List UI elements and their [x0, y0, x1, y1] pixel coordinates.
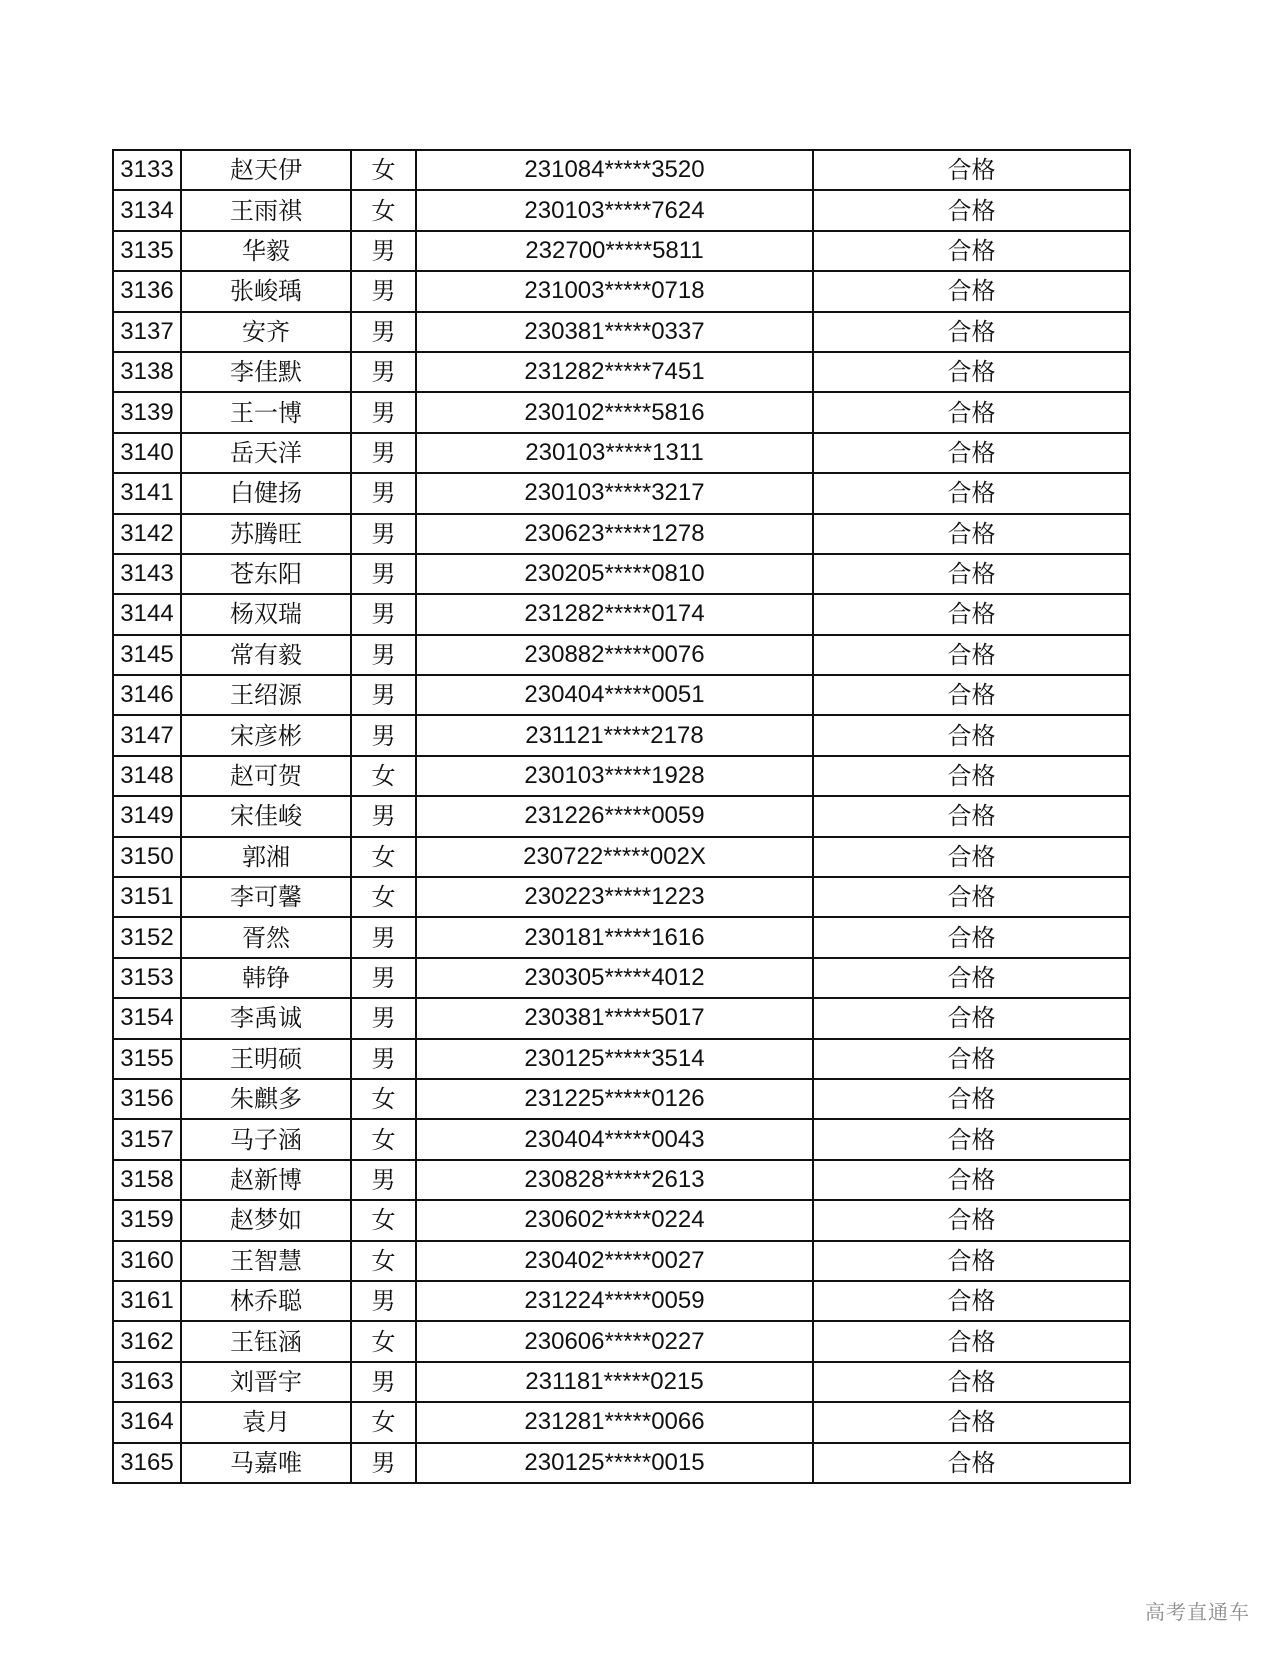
- table-row: [113, 1241, 1130, 1281]
- result-cell: 合格: [813, 1241, 1130, 1281]
- table-row: [113, 917, 1130, 957]
- gender-cell: 男: [351, 271, 416, 311]
- table-row: [113, 433, 1130, 473]
- gender-cell: 男: [351, 1443, 416, 1483]
- name-cell: 苏腾旺: [181, 514, 351, 554]
- row-number-cell: 3160: [113, 1241, 181, 1281]
- table-row: [113, 1119, 1130, 1159]
- name-cell: 赵梦如: [181, 1200, 351, 1240]
- table-row: [113, 271, 1130, 311]
- gender-cell: 女: [351, 1241, 416, 1281]
- gender-cell: 男: [351, 312, 416, 352]
- result-cell: 合格: [813, 635, 1130, 675]
- row-number-cell: 3139: [113, 392, 181, 432]
- id-number-cell: 230125*****0015: [416, 1443, 813, 1483]
- gender-cell: 女: [351, 1200, 416, 1240]
- gender-cell: 男: [351, 715, 416, 755]
- table-row: [113, 1402, 1130, 1442]
- name-cell: 岳天洋: [181, 433, 351, 473]
- result-cell: 合格: [813, 231, 1130, 271]
- result-cell: 合格: [813, 1281, 1130, 1321]
- id-number-cell: 232700*****5811: [416, 231, 813, 271]
- id-number-cell: 231226*****0059: [416, 796, 813, 836]
- row-number-cell: 3151: [113, 877, 181, 917]
- id-number-cell: 230103*****3217: [416, 473, 813, 513]
- result-cell: 合格: [813, 1039, 1130, 1079]
- row-number-cell: 3149: [113, 796, 181, 836]
- table-row: [113, 1200, 1130, 1240]
- table-row: [113, 473, 1130, 513]
- result-cell: 合格: [813, 1160, 1130, 1200]
- table-row: [113, 998, 1130, 1038]
- name-cell: 宋佳峻: [181, 796, 351, 836]
- gender-cell: 男: [351, 1281, 416, 1321]
- id-number-cell: 230103*****1311: [416, 433, 813, 473]
- result-cell: 合格: [813, 312, 1130, 352]
- name-cell: 胥然: [181, 917, 351, 957]
- table-row: [113, 1281, 1130, 1321]
- result-cell: 合格: [813, 594, 1130, 634]
- gender-cell: 男: [351, 473, 416, 513]
- gender-cell: 女: [351, 837, 416, 877]
- name-cell: 张峻瑀: [181, 271, 351, 311]
- row-number-cell: 3161: [113, 1281, 181, 1321]
- result-cell: 合格: [813, 756, 1130, 796]
- gender-cell: 女: [351, 1079, 416, 1119]
- id-number-cell: 230223*****1223: [416, 877, 813, 917]
- result-cell: 合格: [813, 1362, 1130, 1402]
- table-row: [113, 756, 1130, 796]
- row-number-cell: 3154: [113, 998, 181, 1038]
- id-number-cell: 230103*****1928: [416, 756, 813, 796]
- gender-cell: 男: [351, 1362, 416, 1402]
- name-cell: 马子涵: [181, 1119, 351, 1159]
- gender-cell: 男: [351, 594, 416, 634]
- result-cell: 合格: [813, 473, 1130, 513]
- id-number-cell: 230404*****0043: [416, 1119, 813, 1159]
- gender-cell: 男: [351, 958, 416, 998]
- name-cell: 李佳默: [181, 352, 351, 392]
- name-cell: 赵新博: [181, 1160, 351, 1200]
- id-number-cell: 231224*****0059: [416, 1281, 813, 1321]
- row-number-cell: 3138: [113, 352, 181, 392]
- id-number-cell: 230602*****0224: [416, 1200, 813, 1240]
- table-row: [113, 554, 1130, 594]
- id-number-cell: 230125*****3514: [416, 1039, 813, 1079]
- row-number-cell: 3155: [113, 1039, 181, 1079]
- row-number-cell: 3134: [113, 190, 181, 230]
- table-row: [113, 877, 1130, 917]
- row-number-cell: 3141: [113, 473, 181, 513]
- name-cell: 安齐: [181, 312, 351, 352]
- table-row: [113, 231, 1130, 271]
- result-cell: 合格: [813, 837, 1130, 877]
- result-cell: 合格: [813, 877, 1130, 917]
- table-row: [113, 1079, 1130, 1119]
- result-cell: 合格: [813, 1079, 1130, 1119]
- gender-cell: 女: [351, 756, 416, 796]
- row-number-cell: 3162: [113, 1321, 181, 1361]
- row-number-cell: 3145: [113, 635, 181, 675]
- id-number-cell: 230381*****0337: [416, 312, 813, 352]
- watermark-text: 高考直通车: [1145, 1600, 1250, 1624]
- id-number-cell: 230205*****0810: [416, 554, 813, 594]
- row-number-cell: 3153: [113, 958, 181, 998]
- row-number-cell: 3135: [113, 231, 181, 271]
- result-cell: 合格: [813, 514, 1130, 554]
- row-number-cell: 3137: [113, 312, 181, 352]
- results-table-body: [113, 150, 1130, 1483]
- row-number-cell: 3150: [113, 837, 181, 877]
- table-row: [113, 837, 1130, 877]
- id-number-cell: 231282*****7451: [416, 352, 813, 392]
- name-cell: 宋彦彬: [181, 715, 351, 755]
- table-row: [113, 1160, 1130, 1200]
- table-row: [113, 392, 1130, 432]
- result-cell: 合格: [813, 1402, 1130, 1442]
- row-number-cell: 3133: [113, 150, 181, 190]
- result-cell: 合格: [813, 271, 1130, 311]
- result-cell: 合格: [813, 352, 1130, 392]
- gender-cell: 男: [351, 554, 416, 594]
- gender-cell: 女: [351, 877, 416, 917]
- id-number-cell: 230623*****1278: [416, 514, 813, 554]
- row-number-cell: 3144: [113, 594, 181, 634]
- row-number-cell: 3157: [113, 1119, 181, 1159]
- name-cell: 王明硕: [181, 1039, 351, 1079]
- name-cell: 常有毅: [181, 635, 351, 675]
- result-cell: 合格: [813, 433, 1130, 473]
- name-cell: 王绍源: [181, 675, 351, 715]
- row-number-cell: 3159: [113, 1200, 181, 1240]
- id-number-cell: 230402*****0027: [416, 1241, 813, 1281]
- id-number-cell: 231281*****0066: [416, 1402, 813, 1442]
- table-row: [113, 1039, 1130, 1079]
- gender-cell: 女: [351, 150, 416, 190]
- id-number-cell: 231084*****3520: [416, 150, 813, 190]
- row-number-cell: 3163: [113, 1362, 181, 1402]
- result-cell: 合格: [813, 150, 1130, 190]
- gender-cell: 女: [351, 190, 416, 230]
- gender-cell: 女: [351, 1321, 416, 1361]
- id-number-cell: 231181*****0215: [416, 1362, 813, 1402]
- gender-cell: 女: [351, 1402, 416, 1442]
- name-cell: 华毅: [181, 231, 351, 271]
- row-number-cell: 3136: [113, 271, 181, 311]
- name-cell: 韩铮: [181, 958, 351, 998]
- table-row: [113, 150, 1130, 190]
- table-row: [113, 635, 1130, 675]
- name-cell: 王智慧: [181, 1241, 351, 1281]
- gender-cell: 男: [351, 998, 416, 1038]
- gender-cell: 男: [351, 635, 416, 675]
- id-number-cell: 230381*****5017: [416, 998, 813, 1038]
- id-number-cell: 230102*****5816: [416, 392, 813, 432]
- table-row: [113, 1443, 1130, 1483]
- result-cell: 合格: [813, 190, 1130, 230]
- row-number-cell: 3143: [113, 554, 181, 594]
- gender-cell: 男: [351, 917, 416, 957]
- id-number-cell: 230722*****002X: [416, 837, 813, 877]
- gender-cell: 男: [351, 433, 416, 473]
- result-cell: 合格: [813, 1321, 1130, 1361]
- row-number-cell: 3140: [113, 433, 181, 473]
- id-number-cell: 231003*****0718: [416, 271, 813, 311]
- row-number-cell: 3152: [113, 917, 181, 957]
- result-cell: 合格: [813, 796, 1130, 836]
- name-cell: 杨双瑞: [181, 594, 351, 634]
- name-cell: 王雨祺: [181, 190, 351, 230]
- row-number-cell: 3158: [113, 1160, 181, 1200]
- gender-cell: 女: [351, 1119, 416, 1159]
- gender-cell: 男: [351, 392, 416, 432]
- name-cell: 白健扬: [181, 473, 351, 513]
- row-number-cell: 3146: [113, 675, 181, 715]
- name-cell: 刘晋宇: [181, 1362, 351, 1402]
- name-cell: 李可馨: [181, 877, 351, 917]
- id-number-cell: 230305*****4012: [416, 958, 813, 998]
- name-cell: 赵天伊: [181, 150, 351, 190]
- table-row: [113, 312, 1130, 352]
- result-cell: 合格: [813, 958, 1130, 998]
- name-cell: 赵可贺: [181, 756, 351, 796]
- row-number-cell: 3147: [113, 715, 181, 755]
- gender-cell: 男: [351, 675, 416, 715]
- table-row: [113, 514, 1130, 554]
- gender-cell: 男: [351, 1160, 416, 1200]
- result-cell: 合格: [813, 1200, 1130, 1240]
- table-row: [113, 715, 1130, 755]
- row-number-cell: 3142: [113, 514, 181, 554]
- table-row: [113, 190, 1130, 230]
- table-row: [113, 675, 1130, 715]
- id-number-cell: 230103*****7624: [416, 190, 813, 230]
- row-number-cell: 3156: [113, 1079, 181, 1119]
- id-number-cell: 230606*****0227: [416, 1321, 813, 1361]
- id-number-cell: 230828*****2613: [416, 1160, 813, 1200]
- name-cell: 郭湘: [181, 837, 351, 877]
- id-number-cell: 230181*****1616: [416, 917, 813, 957]
- id-number-cell: 231225*****0126: [416, 1079, 813, 1119]
- id-number-cell: 230882*****0076: [416, 635, 813, 675]
- result-cell: 合格: [813, 715, 1130, 755]
- result-cell: 合格: [813, 554, 1130, 594]
- name-cell: 林乔聪: [181, 1281, 351, 1321]
- id-number-cell: 231121*****2178: [416, 715, 813, 755]
- row-number-cell: 3165: [113, 1443, 181, 1483]
- row-number-cell: 3148: [113, 756, 181, 796]
- table-row: [113, 958, 1130, 998]
- table-row: [113, 1362, 1130, 1402]
- result-cell: 合格: [813, 392, 1130, 432]
- results-table: [112, 149, 1131, 1484]
- name-cell: 王一博: [181, 392, 351, 432]
- name-cell: 苍东阳: [181, 554, 351, 594]
- row-number-cell: 3164: [113, 1402, 181, 1442]
- result-cell: 合格: [813, 675, 1130, 715]
- table-row: [113, 796, 1130, 836]
- table-row: [113, 352, 1130, 392]
- name-cell: 马嘉唯: [181, 1443, 351, 1483]
- table-row: [113, 594, 1130, 634]
- name-cell: 李禹诚: [181, 998, 351, 1038]
- id-number-cell: 230404*****0051: [416, 675, 813, 715]
- gender-cell: 男: [351, 514, 416, 554]
- result-cell: 合格: [813, 1443, 1130, 1483]
- name-cell: 朱麒多: [181, 1079, 351, 1119]
- gender-cell: 男: [351, 352, 416, 392]
- name-cell: 袁月: [181, 1402, 351, 1442]
- name-cell: 王钰涵: [181, 1321, 351, 1361]
- table-row: [113, 1321, 1130, 1361]
- result-cell: 合格: [813, 1119, 1130, 1159]
- gender-cell: 男: [351, 231, 416, 271]
- result-cell: 合格: [813, 998, 1130, 1038]
- id-number-cell: 231282*****0174: [416, 594, 813, 634]
- result-cell: 合格: [813, 917, 1130, 957]
- gender-cell: 男: [351, 1039, 416, 1079]
- gender-cell: 男: [351, 796, 416, 836]
